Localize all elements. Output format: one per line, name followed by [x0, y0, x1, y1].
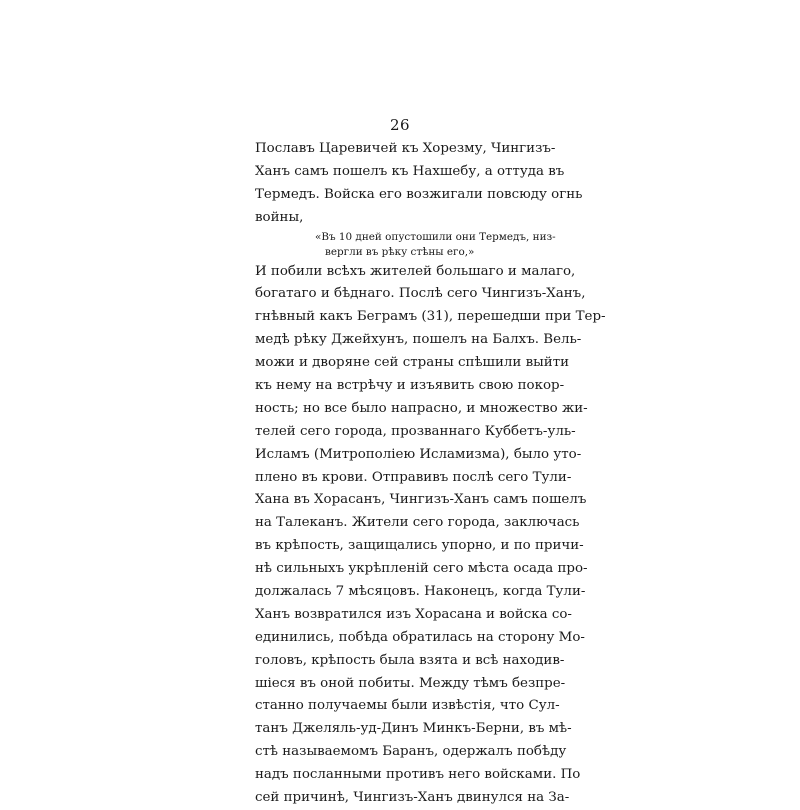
- text-line: Хана въ Хорасанъ, Чингизъ-Ханъ самъ пошелъ: [255, 492, 587, 508]
- text-line: ность; но все было напрасно, и множество жи-: [255, 400, 588, 416]
- text-line: танъ Джеляль-уд-Динъ Минкъ-Берни, въ мѣ-: [255, 721, 572, 737]
- text-line: телей сего города, прозваннаго Куббетъ-уль-: [255, 423, 576, 439]
- text-line: Исламъ (Митрополіею Исламизма), было уто-: [255, 446, 582, 462]
- text-line: войны,: [255, 209, 304, 225]
- text-line: Ханъ возвратился изъ Хорасана и войска со-: [255, 606, 572, 622]
- text-line: Термедъ. Войска его возжигали повсюду огнь: [255, 186, 583, 202]
- text-line: медѣ рѣку Джейхунъ, пошелъ на Балхъ. Вель-: [255, 332, 582, 348]
- text-line: плено въ крови. Отправивъ послѣ сего Тули-: [255, 469, 572, 485]
- text-line: Пославъ Царевичей къ Хорезму, Чингизъ-: [255, 141, 556, 156]
- text-line: гнѣвный какъ Беграмъ (31), перешедши при Тер-: [255, 309, 606, 325]
- text-line: И побили всѣхъ жителей большаго и малаго,: [255, 263, 576, 279]
- page-number: 26: [389, 116, 411, 134]
- text-line: Ханъ самъ пошелъ къ Нахшебу, а оттуда въ: [255, 163, 565, 179]
- paragraph-1: [255, 138, 583, 230]
- body-text: [255, 138, 606, 810]
- text-line: головъ, крѣпость была взята и всѣ находив-: [255, 652, 565, 668]
- text-line: нѣ сильныхъ укрѣпленій сего мѣста осада про-: [255, 561, 588, 577]
- text-line: шіеся въ оной побиты. Между тѣмъ безпре-: [255, 675, 566, 691]
- quote-line: вергли въ рѣку стѣны его,»: [325, 246, 475, 259]
- text-line: можи и дворяне сей страны спѣшили выйти: [255, 355, 570, 371]
- quote-line: «Въ 10 дней опустошили они Термедъ, низ-: [315, 230, 556, 243]
- text-line: къ нему на встрѣчу и изъявить свою покор-: [255, 378, 565, 394]
- text-line: надъ посланными противъ него войсками. По: [255, 767, 581, 783]
- text-line: сей причинѣ, Чингизъ-Ханъ двинулся на За-: [255, 790, 570, 806]
- text-line: должалась 7 мѣсяцовъ. Наконецъ, когда Тули-: [255, 584, 586, 600]
- text-line: стѣ называемомъ Баранъ, одержалъ побѣду: [255, 744, 567, 760]
- text-line: богатаго и бѣднаго. Послѣ сего Чингизъ-Ханъ,: [255, 286, 586, 302]
- text-line: станно получаемы были извѣстія, что Сул-: [255, 698, 560, 714]
- quotation: [255, 230, 556, 261]
- text-line: единились, побѣда обратилась на сторону Мо-: [255, 629, 585, 645]
- text-line: на Талеканъ. Жители сего города, заключась: [255, 515, 580, 531]
- paragraph-2: [255, 261, 606, 810]
- text-line: въ крѣпость, защищались упорно, и по причи-: [255, 538, 584, 554]
